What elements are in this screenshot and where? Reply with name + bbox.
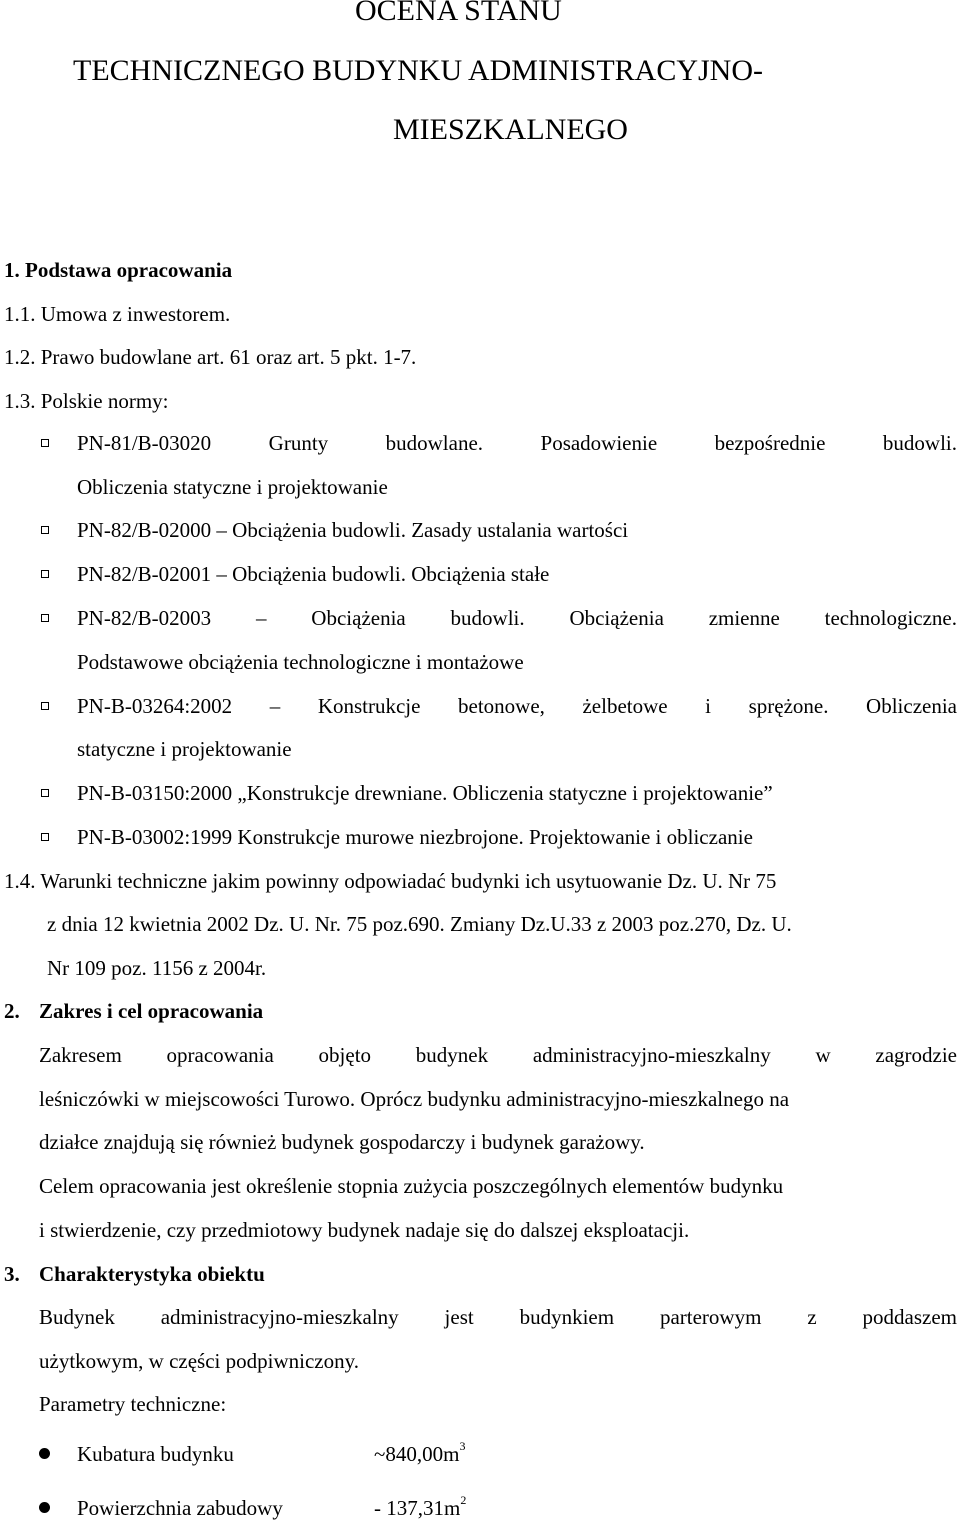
norm-line: PN-82/B-02000 – Obciążenia budowli. Zasady ustalania wartości (77, 518, 629, 542)
checkbox-bullet-icon (41, 614, 49, 622)
paragraph-line: działce znajdują się również budynek gospodarczy i budynek garażowy. (39, 1130, 645, 1154)
checkbox-bullet-icon (41, 439, 49, 447)
item-1-3: 1.3. Polskie normy: (4, 389, 169, 413)
item-1-4: 1.4. Warunki techniczne jakim powinny odpowiadać budynki ich usytuowanie Dz. U. Nr 75 (4, 869, 777, 893)
section-2-heading: Zakres i cel opracowania (39, 999, 264, 1023)
norm-line-continued: statyczne i projektowanie (77, 737, 292, 761)
norm-line: PN-B-03264:2002 – Konstrukcje betonowe, żelbetowe i sprężone. Obliczenia (77, 694, 957, 718)
paragraph-line: i stwierdzenie, czy przedmiotowy budynek nadaje się do dalszej eksploatacji. (39, 1218, 690, 1242)
bullet-dot-icon (39, 1448, 50, 1459)
item-1-4-continued: Nr 109 poz. 1156 z 2004r. (47, 956, 267, 980)
checkbox-bullet-icon (41, 702, 49, 710)
doc-title-line1: OCENA STANU (355, 0, 562, 27)
norm-line: PN-82/B-02003 – Obciążenia budowli. Obciążenia zmienne technologiczne. (77, 606, 957, 630)
paragraph-line: Celem opracowania jest określenie stopnia zużycia poszczególnych elementów budynku (39, 1174, 784, 1198)
parameters-label: Parametry techniczne: (39, 1392, 227, 1416)
norm-line-continued: Podstawowe obciążenia technologiczne i montażowe (77, 650, 524, 674)
section-3-number: 3. (4, 1262, 20, 1286)
paragraph-line: Budynek administracyjno-mieszkalny jest budynkiem parterowym z poddaszem (39, 1305, 957, 1329)
paragraph-line: leśniczówki w miejscowości Turowo. Oprócz budynku administracyjno-mieszkalnego na (39, 1087, 790, 1111)
item-1-4-continued: z dnia 12 kwietnia 2002 Dz. U. Nr. 75 poz.690. Zmiany Dz.U.33 z 2003 poz.270, Dz. U. (47, 912, 792, 936)
doc-title-line2: TECHNICZNEGO BUDYNKU ADMINISTRACYJNO- (73, 54, 763, 87)
paragraph-line: użytkowym, w części podpiwniczony. (39, 1349, 359, 1373)
section-3-heading: Charakterystyka obiektu (39, 1262, 265, 1286)
norm-line: PN-B-03002:1999 Konstrukcje murowe niezbrojone. Projektowanie i obliczanie (77, 825, 753, 849)
param-unit-superscript: 2 (460, 1493, 467, 1507)
param-label-powierzchnia: Powierzchnia zabudowy (77, 1496, 283, 1520)
param-value-kubatura (374, 1439, 466, 1466)
norm-line-continued: Obliczenia statyczne i projektowanie (77, 475, 388, 499)
param-unit-superscript: 3 (459, 1439, 466, 1453)
param-value-text: - 137,31m (374, 1496, 461, 1520)
paragraph-line: Zakresem opracowania objęto budynek administracyjno-mieszkalny w zagrodzie (39, 1043, 957, 1067)
section-1-heading: 1. Podstawa opracowania (4, 258, 233, 282)
norm-line: PN-82/B-02001 – Obciążenia budowli. Obciążenia stałe (77, 562, 550, 586)
param-value-text: ~840,00m (374, 1442, 460, 1466)
item-1-2: 1.2. Prawo budowlane art. 61 oraz art. 5 pkt. 1-7. (4, 345, 417, 369)
checkbox-bullet-icon (41, 789, 49, 797)
doc-title-line3: MIESZKALNEGO (393, 113, 628, 146)
norm-line: PN-B-03150:2000 „Konstrukcje drewniane. Obliczenia statyczne i projektowanie” (77, 781, 773, 805)
checkbox-bullet-icon (41, 570, 49, 578)
checkbox-bullet-icon (41, 526, 49, 534)
bullet-dot-icon (39, 1502, 50, 1513)
norm-line: PN-81/B-03020 Grunty budowlane. Posadowienie bezpośrednie budowli. (77, 431, 957, 455)
param-value-powierzchnia (374, 1493, 467, 1520)
param-label-kubatura: Kubatura budynku (77, 1442, 234, 1466)
checkbox-bullet-icon (41, 833, 49, 841)
section-2-number: 2. (4, 999, 20, 1023)
item-1-1: 1.1. Umowa z inwestorem. (4, 302, 231, 326)
